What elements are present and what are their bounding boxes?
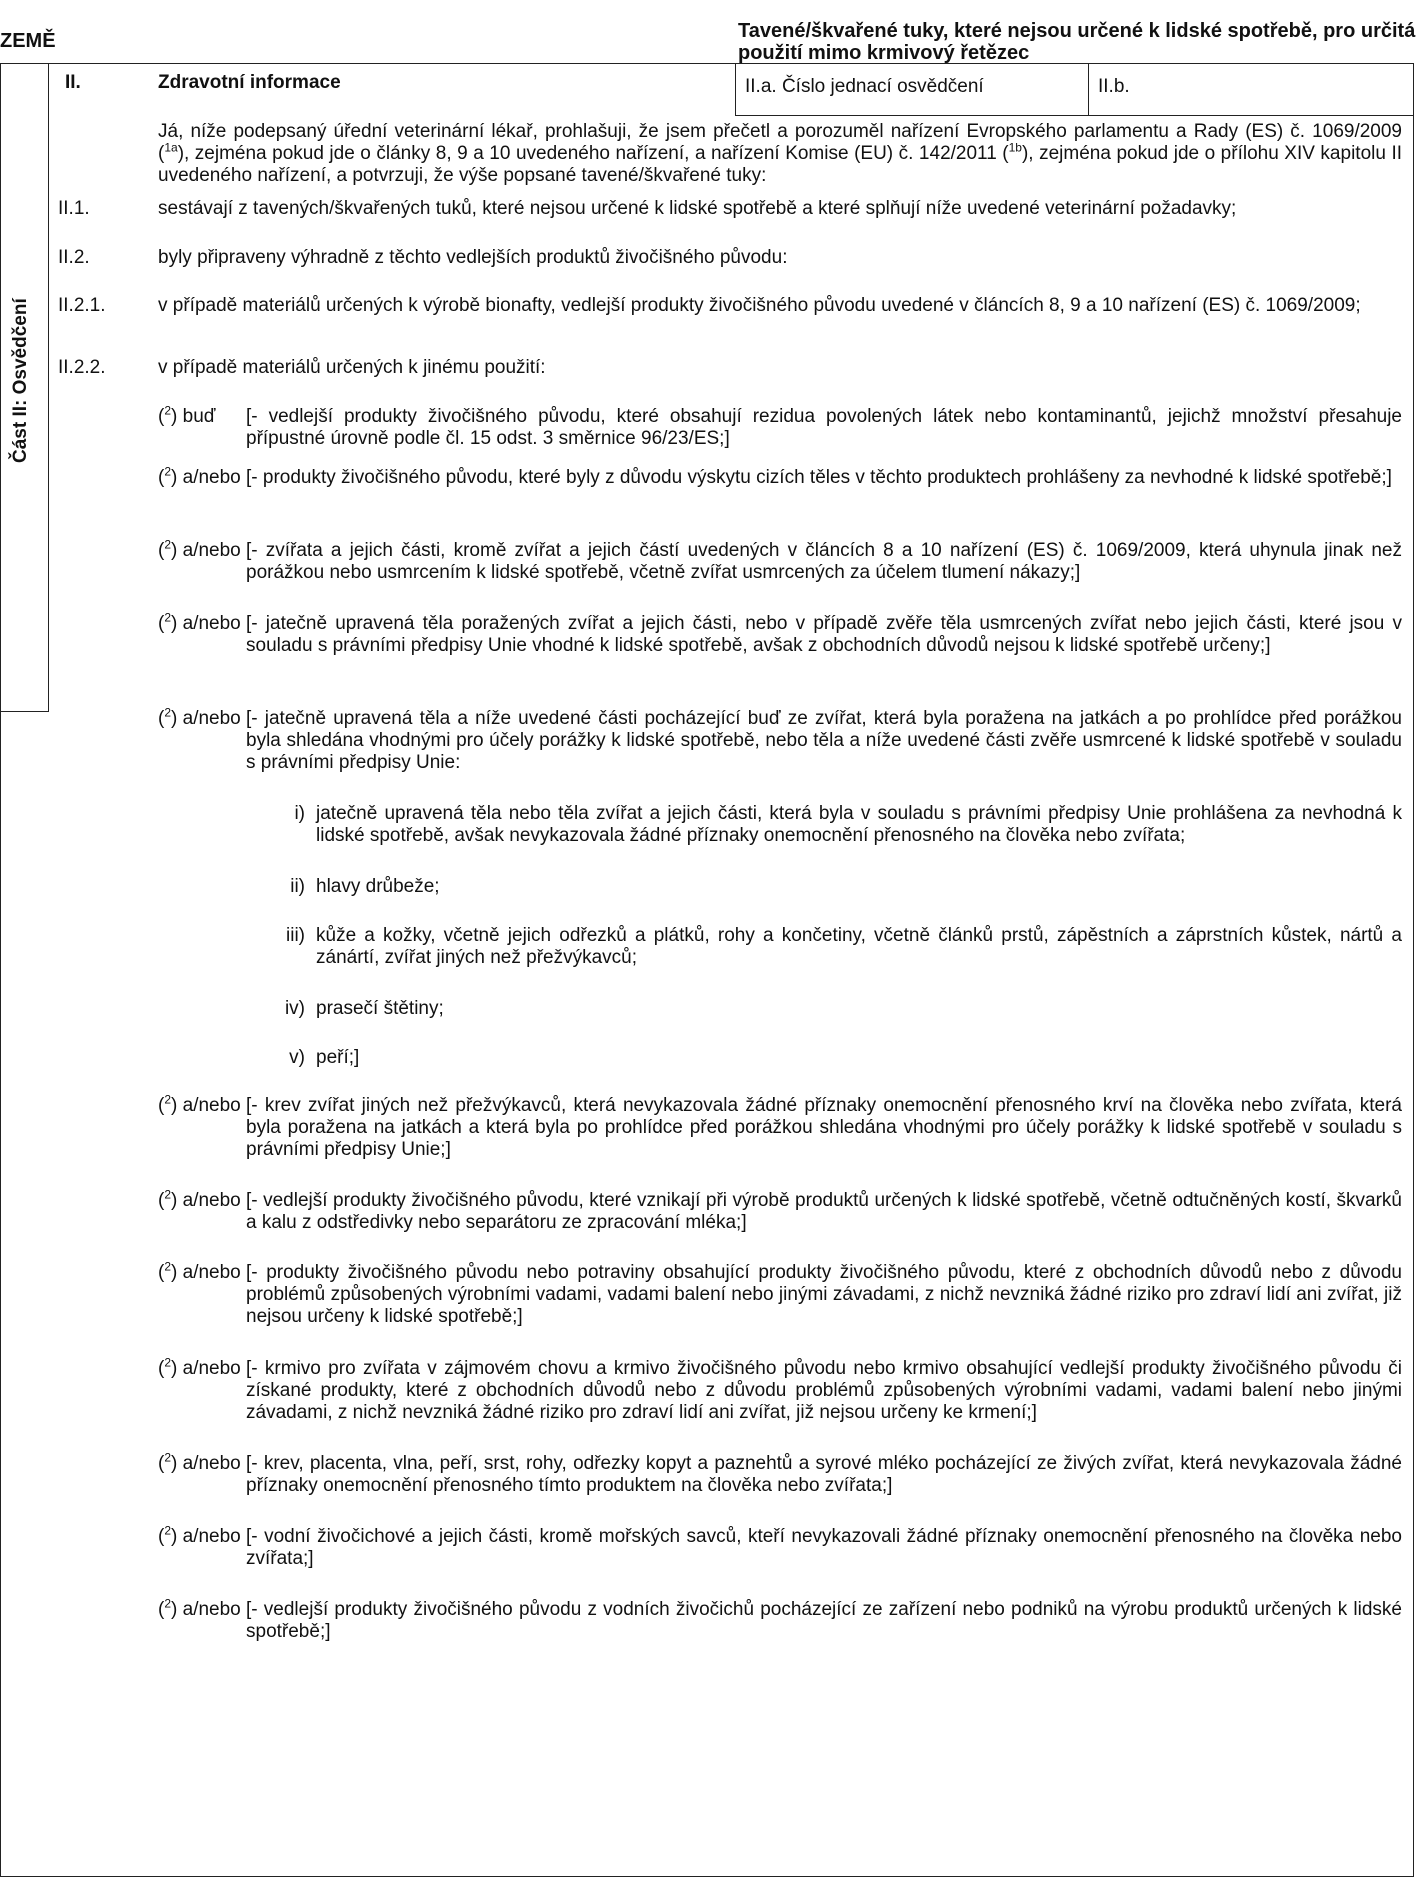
option-text: [- krmivo pro zvířata v zájmovém chovu a krmivo živočišného původu nebo krmivo obsahující vedlejší produkty živočišného původu či získané produkty, které z obchodních důvodů nebo z důvodu problémů způsobených výrobními vadami, vadami balení nebo jinými závadami, z nichž nevzniká žádné riziko pro zdraví lidí ani zvířat, již nejsou určeny ke krmení;]	[246, 1358, 1402, 1423]
option-text: [- jatečně upravená těla a níže uvedené části pocházející buď ze zvířat, která byla poražena na jatkách a po prohlídce před porážkou byla shledána vhodnými pro účely porážky k lidské spotřebě, nebo těla a níže uvedené části zvěře usmrcené k lidské spotřebě v souladu s právními předpisy Unie:	[246, 708, 1402, 773]
subitem-text: peří;]	[316, 1047, 360, 1068]
item-number: II.2.1.	[58, 295, 106, 316]
declaration-text-3: ), zejména pokud jde o přílohu XIV kapitolu II uvedeného nařízení, a potvrzuji, že výše popsané tavené/škvařené tuky:	[158, 143, 1403, 186]
option-label: ($^2$) a/nebo	[158, 705, 241, 729]
option-label: ($^2$) a/nebo	[158, 464, 241, 488]
reference-divider	[1088, 63, 1089, 115]
declaration-text-1: Já, níže podepsaný úřední veterinární lékař, prohlašuji, že jsem přečetl a porozuměl nařízení Evropského parlamentu a Rady (ES) č. 1069/2009 (	[158, 121, 1402, 164]
option-text: [- produkty živočišného původu, které byly z důvodu výskytu cizích těles v těchto produktech prohlášeny za nevhodné k lidské spotřebě;]	[246, 467, 1392, 488]
reference-number-label: II.a. Číslo jednací osvědčení	[745, 76, 984, 97]
option-label: ($^2$) a/nebo	[158, 1596, 241, 1620]
option-text: [- krev zvířat jiných než přežvýkavců, která nevykazovala žádné příznaky onemocnění přenosného krví na člověka nebo zvířata, která byla poražena na jatkách a která byla po prohlídce před porážkou shledána vhodnými pro účely porážky k lidské spotřebě v souladu s právními předpisy Unie;]	[246, 1095, 1402, 1160]
subitem-number: v)	[289, 1047, 305, 1068]
option-text: [- vodní živočichové a jejich části, kromě mořských savců, kteří nevykazovali žádné příznaky onemocnění přenosného na člověka nebo zvířata;]	[246, 1526, 1402, 1569]
option-label: ($^2$) a/nebo	[158, 1259, 241, 1283]
option-text: [- jatečně upravená těla poražených zvířat a jejich části, nebo v případě zvěře těla usmrcených zvířat nebo jejich části, které jsou v souladu s právními předpisy Unie vhodné k lidské spotřebě, avšak z obchodních důvodů nejsou k lidské spotřebě určeny;]	[246, 613, 1402, 656]
item-text: byly připraveny výhradně z těchto vedlejších produktů živočišného původu:	[158, 247, 788, 268]
country-label: ZEMĚ	[0, 30, 56, 52]
document-title: Tavené/škvařené tuky, které nejsou určené k lidské spotřebě, pro určitá použití mimo krmivový řetězec	[738, 20, 1416, 64]
item-number: II.2.2.	[58, 357, 106, 378]
subitem-text: prasečí štětiny;	[316, 998, 444, 1019]
option-label: ($^2$) a/nebo	[158, 610, 241, 634]
section-title: Zdravotní informace	[158, 72, 341, 93]
option-label: ($^2$) a/nebo	[158, 1523, 241, 1547]
item-number: II.2.	[58, 247, 90, 268]
subitem-number: iv)	[284, 998, 305, 1019]
option-text: [- vedlejší produkty živočišného původu z vodních živočichů pocházející ze zařízení nebo podniků na výrobu produktů určených k lidské spotřebě;]	[246, 1599, 1402, 1642]
option-text: [- zvířata a jejich části, kromě zvířat a jejich částí uvedených v článcích 8 a 10 nařízení (ES) č. 1069/2009, která uhynula jinak než porážkou nebo usmrcením k lidské spotřebě, včetně zvířat usmrcených za účelem tlumení nákazy;]	[246, 540, 1402, 583]
declaration-paragraph	[158, 121, 1402, 187]
item-number: II.1.	[58, 198, 90, 219]
option-label: ($^2$) buď	[158, 403, 216, 427]
side-label-bar	[0, 63, 49, 712]
subitem-text: hlavy drůbeže;	[316, 876, 440, 897]
reference-b-label: II.b.	[1098, 76, 1130, 97]
subitem-number: ii)	[290, 876, 305, 897]
option-text: [- produkty živočišného původu nebo potraviny obsahující produkty živočišného původu, které z obchodních důvodů nebo z důvodu problémů způsobených výrobními vadami, vadami balení nebo jinými závadami, z nichž nevzniká žádné riziko pro zdraví lidí ani zvířat, již nejsou určeny k lidské spotřebě;]	[246, 1262, 1402, 1327]
subitem-number: iii)	[286, 925, 305, 946]
footnote-ref: 1b	[1008, 140, 1022, 155]
item-text: v případě materiálů určených k výrobě bionafty, vedlejší produkty živočišného původu uvedené v článcích 8, 9 a 10 nařízení (ES) č. 1069/2009;	[158, 295, 1361, 316]
subitem-text: kůže a kožky, včetně jejich odřezků a plátků, rohy a končetiny, včetně článků prstů, zápěstních a záprstních kůstek, nártů a zánártí, zvířat jiných než přežvýkavců;	[316, 925, 1402, 968]
subitem-text: jatečně upravená těla nebo těla zvířat a jejich části, která byla v souladu s právními předpisy Unie prohlášena za nevhodná k lidské spotřebě, avšak nevykazovala žádné příznaky onemocnění přenosného na člověka nebo zvířata;	[316, 803, 1402, 846]
option-label: ($^2$) a/nebo	[158, 537, 241, 561]
option-text: [- vedlejší produkty živočišného původu, které obsahují rezidua povolených látek nebo kontaminantů, jejichž množství přesahuje přípustné úrovně podle čl. 15 odst. 3 směrnice 96/23/ES;]	[246, 406, 1402, 449]
option-label: ($^2$) a/nebo	[158, 1355, 241, 1379]
option-label: ($^2$) a/nebo	[158, 1187, 241, 1211]
subitem-number: i)	[294, 803, 305, 824]
section-number: II.	[65, 72, 81, 93]
declaration-text-2: ), zejména pokud jde o články 8, 9 a 10 uvedeného nařízení, a nařízení Komise (EU) č. 142/2011 (	[177, 143, 1009, 164]
side-label: Část II: Osvědčení	[10, 298, 31, 463]
item-text: sestávají z tavených/škvařených tuků, které nejsou určené k lidské spotřebě a které splňují níže uvedené veterinární požadavky;	[158, 198, 1237, 219]
option-text: [- vedlejší produkty živočišného původu, které vznikají při výrobě produktů určených k lidské spotřebě, včetně odtučněných kostí, škvarků a kalu z odstředivky nebo separátoru ze zpracování mléka;]	[246, 1190, 1402, 1233]
option-label: ($^2$) a/nebo	[158, 1092, 241, 1116]
option-label: ($^2$) a/nebo	[158, 1450, 241, 1474]
item-text: v případě materiálů určených k jinému použití:	[158, 357, 546, 378]
footnote-ref: 1a	[164, 140, 178, 155]
option-text: [- krev, placenta, vlna, peří, srst, rohy, odřezky kopyt a paznehtů a syrové mléko pocházející ze živých zvířat, která nevykazovala žádné příznaky onemocnění přenosného tímto produktem na člověka nebo zvířata;]	[246, 1453, 1402, 1496]
